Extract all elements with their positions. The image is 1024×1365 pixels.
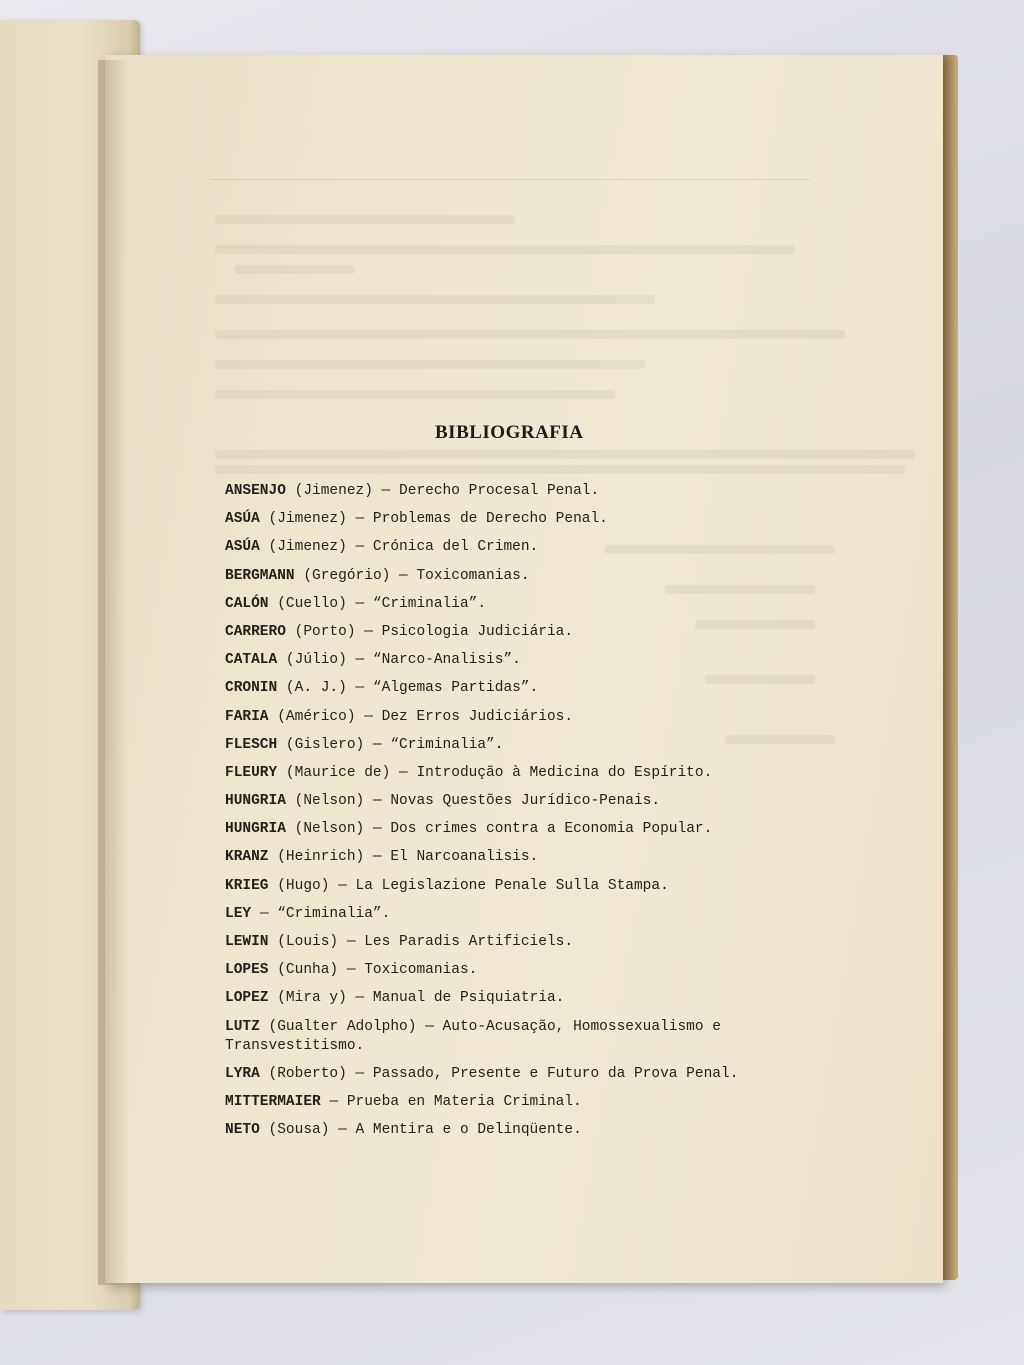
bibliography-entry <box>225 961 815 980</box>
entry-author: CARRERO <box>225 623 286 640</box>
entry-author: LOPES <box>225 962 269 979</box>
bibliography-entry <box>225 848 815 867</box>
bibliography-entry <box>225 820 815 839</box>
entry-author: CALÓN <box>225 595 269 612</box>
bibliography-entry <box>225 651 815 670</box>
entry-author: LEWIN <box>225 934 269 950</box>
entry-author: LOPEZ <box>225 990 269 1007</box>
entry-text: (Gregório) — Toxicomanias. <box>303 567 530 584</box>
entry-text: — “Criminalia”. <box>259 905 391 922</box>
entry-text: (A. J.) — “Algemas Partidas”. <box>285 680 539 697</box>
bibliography-entry <box>225 708 815 727</box>
bibliography-entry <box>225 1018 815 1056</box>
bibliography-entry <box>225 482 815 501</box>
bibliography-entry <box>225 567 815 586</box>
entry-author: HUNGRIA <box>225 793 286 810</box>
bibliography-entry <box>225 736 815 755</box>
entry-author: CRONIN <box>225 680 278 697</box>
entry-author: NETO <box>225 1122 260 1139</box>
bibliography-entry <box>225 877 815 896</box>
entry-text: (Cunha) — Toxicomanias. <box>277 962 478 979</box>
entry-text: (Américo) — Dez Erros Judiciários. <box>277 708 574 725</box>
entry-text: (Jimenez) — Crónica del Crimen. <box>268 539 539 556</box>
entry-author: MITTERMAIER <box>225 1093 321 1110</box>
bibliography-list <box>225 482 815 1149</box>
bibliography-entry <box>225 1065 815 1084</box>
entry-text: (Gislero) — “Criminalia”. <box>285 736 504 753</box>
bibliography-entry <box>225 792 815 811</box>
bibliography-entry <box>225 538 815 557</box>
entry-author: LYRA <box>225 1065 260 1082</box>
entry-text: (Júlio) — “Narco-Analisis”. <box>285 652 521 669</box>
entry-text: (Nelson) — Novas Questões Jurídico-Penais. <box>294 793 661 810</box>
entry-author: FARIA <box>225 708 269 725</box>
bibliography-entry <box>225 679 815 698</box>
entry-author: BERGMANN <box>225 567 295 584</box>
entry-author: KRANZ <box>225 849 269 866</box>
bibliography-entry <box>225 933 815 952</box>
bibliography-entry <box>225 1121 815 1140</box>
entry-author: LUTZ <box>225 1018 260 1035</box>
entry-author: ASÚA <box>225 511 260 528</box>
document-content <box>105 55 943 1283</box>
entry-author: HUNGRIA <box>225 821 286 838</box>
bibliography-entry <box>225 1093 815 1112</box>
entry-text: (Hugo) — La Legislazione Penale Sulla Stampa. <box>277 877 669 894</box>
entry-text: (Jimenez) — Derecho Procesal Penal. <box>294 483 600 499</box>
entry-text: (Jimenez) — Problemas de Derecho Penal. <box>268 511 608 528</box>
bibliography-entry <box>225 510 815 529</box>
page-title: BIBLIOGRAFIA <box>435 422 584 443</box>
entry-text: (Mira y) — Manual de Psiquiatria. <box>277 990 565 1007</box>
entry-author: KRIEG <box>225 877 269 894</box>
entry-author: LEY <box>225 905 252 922</box>
bibliography-entry <box>225 764 815 783</box>
entry-text: (Maurice de) — Introdução à Medicina do Espírito. <box>285 764 713 781</box>
bibliography-entry <box>225 989 815 1008</box>
entry-text: (Nelson) — Dos crimes contra a Economia Popular. <box>294 821 713 838</box>
entry-text: (Heinrich) — El Narcoanalisis. <box>277 849 539 866</box>
bibliography-entry <box>225 595 815 614</box>
entry-author: ASÚA <box>225 539 260 556</box>
entry-text: — Prueba en Materia Criminal. <box>329 1093 582 1110</box>
entry-author: ANSENJO <box>225 483 286 499</box>
entry-text: (Roberto) — Passado, Presente e Futuro da Prova Penal. <box>268 1065 739 1082</box>
bibliography-entry <box>225 905 815 924</box>
bibliography-entry <box>225 623 815 642</box>
entry-author: FLESCH <box>225 736 278 753</box>
entry-author: CATALA <box>225 652 278 669</box>
entry-text: (Cuello) — “Criminalia”. <box>277 595 487 612</box>
entry-author: FLEURY <box>225 764 278 781</box>
entry-text: (Louis) — Les Paradis Artificiels. <box>277 934 574 950</box>
entry-text: (Sousa) — A Mentira e o Delinqüente. <box>268 1122 582 1139</box>
entry-text: (Porto) — Psicologia Judiciária. <box>294 623 574 640</box>
entry-text: (Gualter Adolpho) — Auto-Acusação, Homossexualismo e Transvestitismo. <box>225 1018 721 1054</box>
